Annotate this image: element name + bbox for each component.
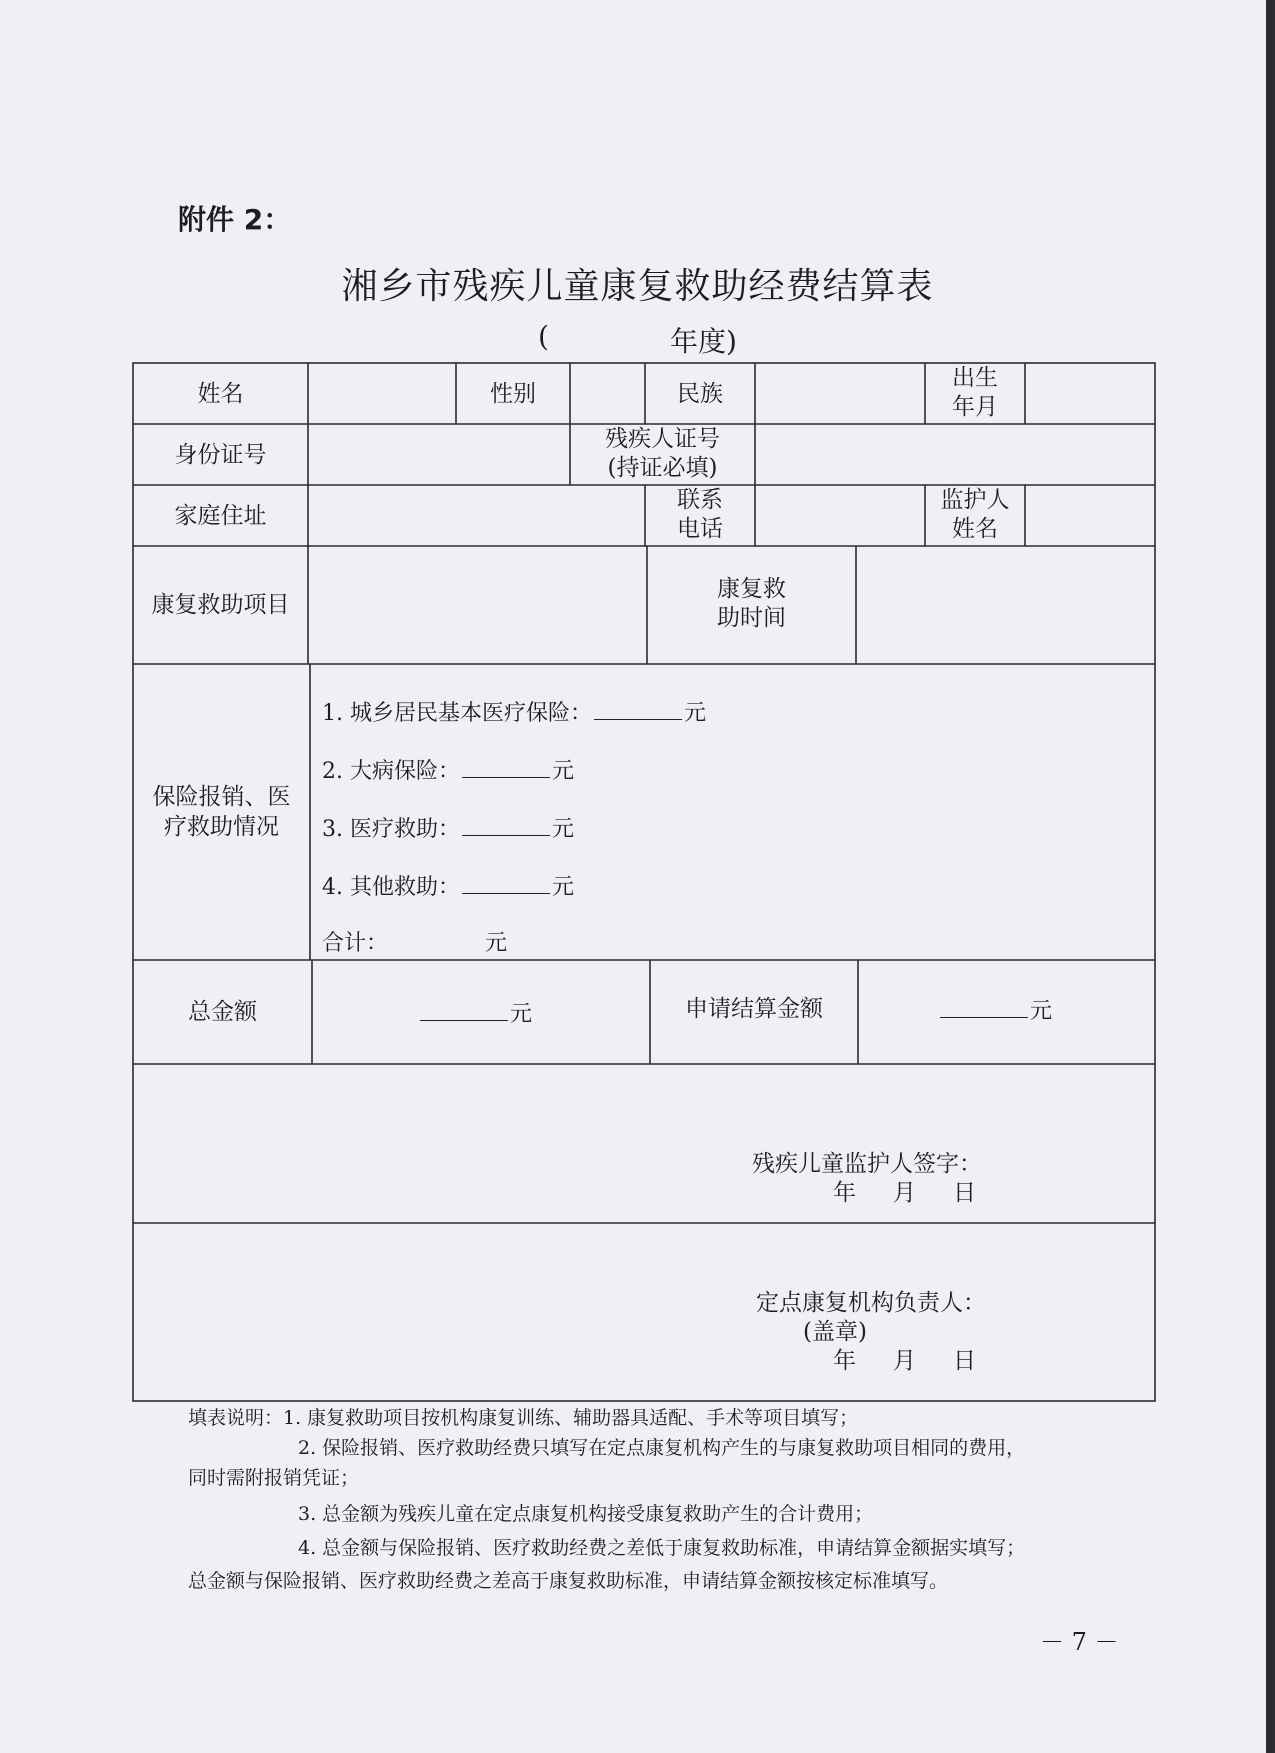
insurance-item-medical-aid (322, 812, 574, 843)
notes-item-2a: 2. 保险报销、医疗救助经费只填写在定点康复机构产生的与康复救助项目相同的费用， (298, 1437, 1026, 1459)
apply-amount-unit: 元 (1030, 999, 1053, 1024)
apply-amount-field[interactable] (940, 995, 1028, 1018)
guardian-signature-field[interactable] (1005, 1137, 1145, 1171)
insurance-other-aid-amount-field[interactable] (462, 871, 550, 894)
insurance-item-basic (322, 696, 706, 727)
notes-item-4b: 总金额与保险报销、医疗救助经费之差高于康复救助标准，申请结算金额按核定标准填写。 (188, 1570, 949, 1592)
year-label: 年度) (670, 325, 737, 358)
phone-label-line2: 电话 (677, 516, 723, 542)
insurance-subtotal-label: 合计： (322, 931, 389, 956)
disability-cert-label-line1: 残疾人证号 (605, 426, 720, 452)
rehab-project-field[interactable] (308, 552, 647, 657)
notes-lead: 填表说明： (188, 1407, 284, 1429)
page-number: － 7 － (1040, 1628, 1119, 1656)
notes-item-4a: 4. 总金额与保险报销、医疗救助经费之差低于康复救助标准，申请结算金额据实填写； (298, 1537, 1026, 1559)
rehab-project-label: 康复救助项目 (151, 592, 290, 618)
total-amount-value (418, 997, 532, 1028)
id-number-field[interactable] (308, 430, 570, 478)
total-amount-field[interactable] (420, 998, 508, 1021)
insurance-basic-unit: 元 (683, 701, 706, 726)
guardian-name-label-line1: 监护人 (940, 487, 1010, 513)
insurance-basic-amount-field[interactable] (594, 697, 682, 720)
address-field[interactable] (308, 491, 645, 539)
notes-item-1 (188, 1403, 858, 1433)
apply-amount-label: 申请结算金额 (685, 996, 823, 1022)
insurance-critical-unit: 元 (551, 759, 574, 784)
insurance-item-medical-aid-label: 3. 医疗救助： (322, 817, 460, 842)
phone-field[interactable] (755, 491, 925, 539)
insurance-item-other-aid-label: 4. 其他救助： (322, 875, 460, 900)
apply-amount-value (938, 994, 1052, 1025)
institution-signature-field[interactable] (1005, 1276, 1145, 1310)
birth-label-line1: 出生 (952, 365, 998, 391)
total-amount-unit: 元 (510, 1002, 533, 1027)
insurance-subtotal-unit: 元 (485, 931, 508, 956)
guardian-name-field[interactable] (1025, 491, 1155, 539)
insurance-item-basic-label: 1. 城乡居民基本医疗保险： (322, 701, 592, 726)
form-title: 湘乡市残疾儿童康复救助经费结算表 (341, 266, 934, 307)
insurance-other-aid-unit: 元 (551, 875, 574, 900)
insurance-label-line2: 疗救助情况 (164, 814, 279, 840)
attachment-label: 附件 2： (178, 203, 292, 236)
institution-date-year: 年 (833, 1348, 856, 1374)
notes-item-1-text: 1. 康复救助项目按机构康复训练、辅助器具适配、手术等项目填写； (283, 1407, 859, 1429)
rehab-time-field[interactable] (856, 552, 1155, 657)
rehab-time-label-line1: 康复救 (717, 576, 786, 602)
guardian-date-month: 月 (893, 1180, 916, 1206)
notes-item-2b: 同时需附报销凭证； (188, 1467, 360, 1489)
address-label: 家庭住址 (174, 503, 267, 529)
ethnicity-field[interactable] (755, 370, 925, 418)
gender-label: 性别 (490, 381, 536, 407)
insurance-medical-aid-amount-field[interactable] (462, 813, 550, 836)
institution-seal-label: (盖章) (803, 1319, 867, 1345)
notes-item-3: 3. 总金额为残疾儿童在定点康复机构接受康复救助产生的合计费用； (298, 1503, 874, 1525)
guardian-date-year: 年 (833, 1180, 856, 1206)
birth-field[interactable] (1025, 370, 1155, 418)
insurance-label-line1: 保险报销、医 (152, 784, 291, 810)
guardian-signature-label: 残疾儿童监护人签字： (752, 1151, 982, 1177)
guardian-date-day: 日 (953, 1180, 976, 1206)
insurance-item-other-aid (322, 870, 574, 901)
insurance-critical-amount-field[interactable] (462, 755, 550, 778)
disability-cert-label-line2: (持证必填) (607, 455, 718, 481)
insurance-item-critical (322, 754, 574, 785)
year-open-paren: ( (538, 320, 549, 353)
gender-field[interactable] (570, 370, 645, 418)
name-field[interactable] (308, 370, 456, 418)
ethnicity-label: 民族 (677, 381, 723, 407)
insurance-item-critical-label: 2. 大病保险： (322, 759, 460, 784)
institution-date-day: 日 (953, 1348, 976, 1374)
rehab-time-label-line2: 助时间 (717, 605, 786, 631)
id-number-label: 身份证号 (174, 442, 267, 468)
name-label: 姓名 (197, 381, 244, 407)
institution-date-month: 月 (893, 1348, 916, 1374)
birth-label-line2: 年月 (952, 394, 998, 420)
institution-head-label: 定点康复机构负责人： (756, 1290, 986, 1316)
phone-label-line1: 联系 (677, 487, 723, 513)
guardian-name-label-line2: 姓名 (952, 516, 998, 542)
insurance-medical-aid-unit: 元 (551, 817, 574, 842)
total-amount-label: 总金额 (188, 999, 257, 1025)
insurance-subtotal-field[interactable] (404, 922, 480, 952)
disability-cert-field[interactable] (755, 430, 1155, 478)
